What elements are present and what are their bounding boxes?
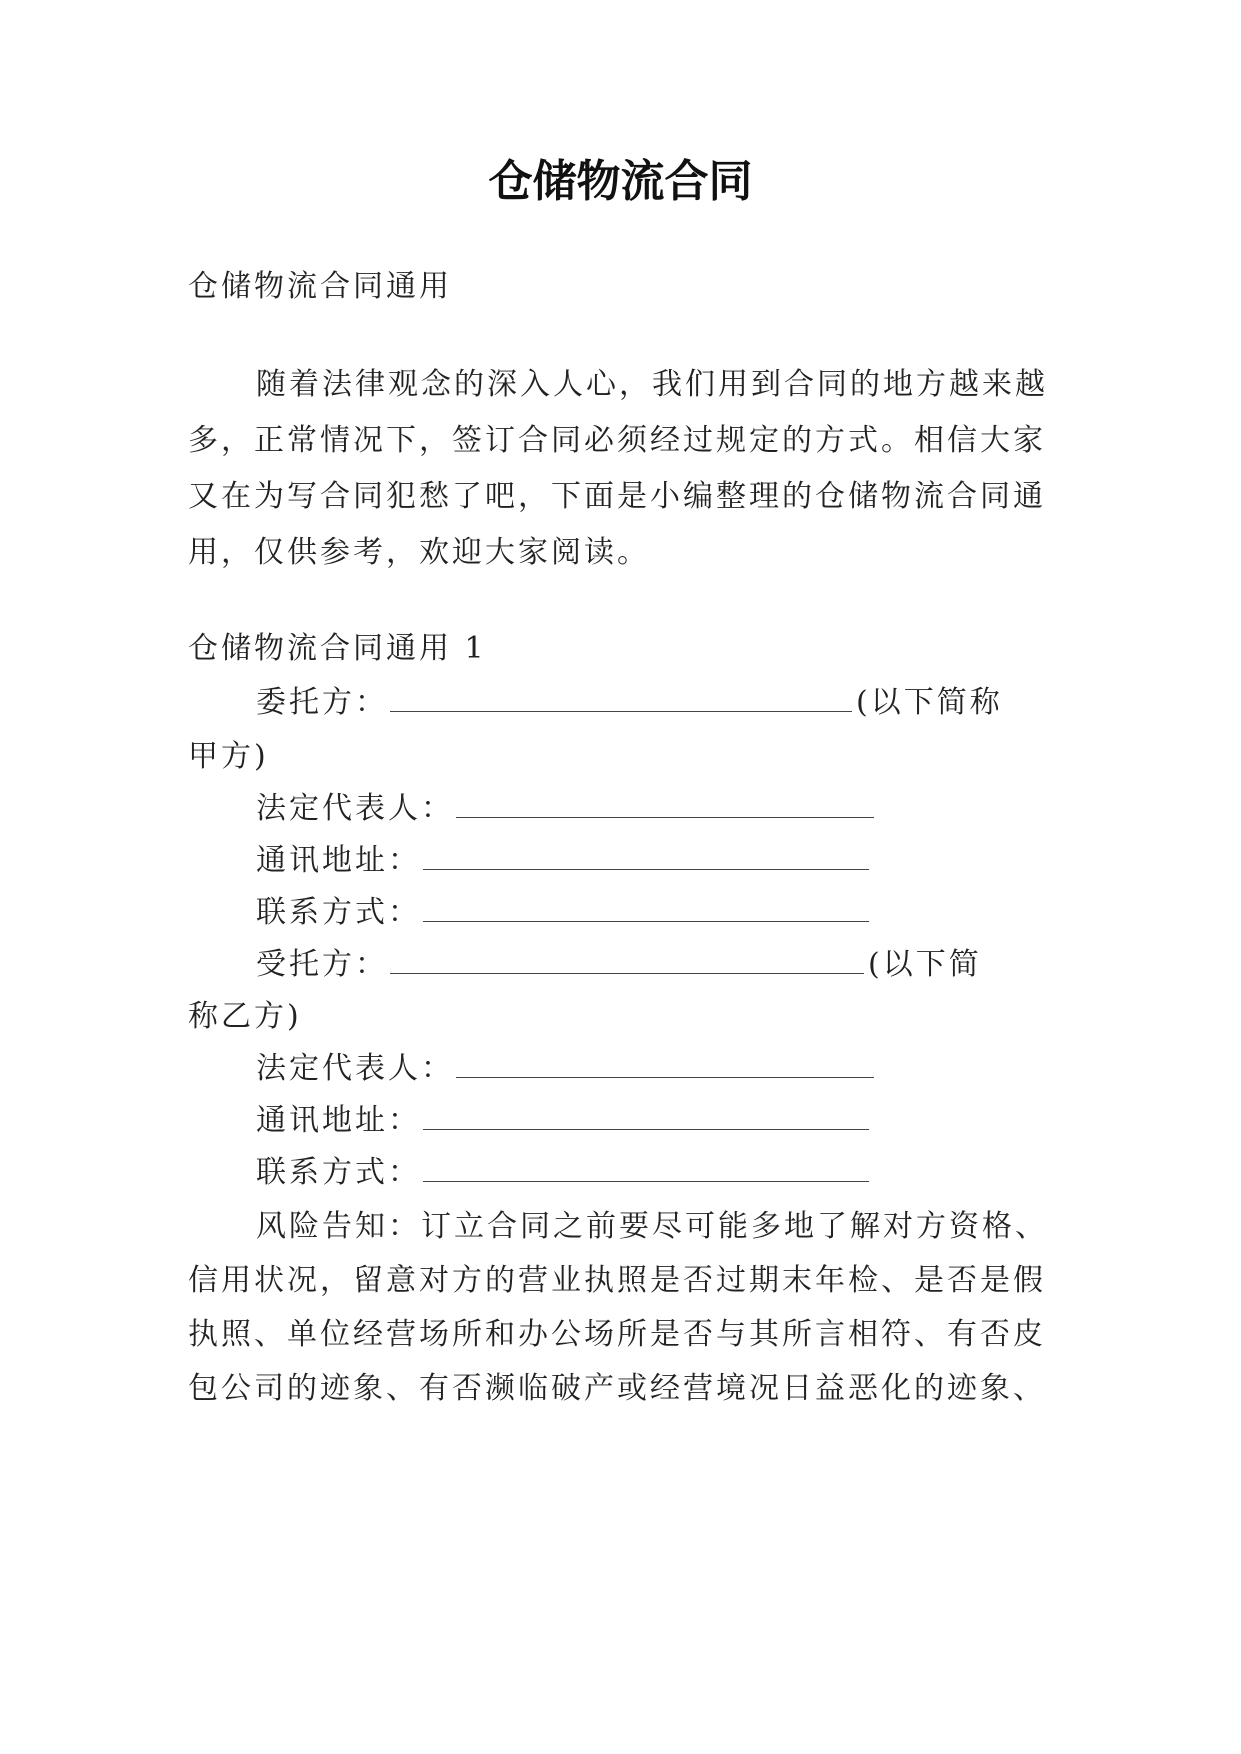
- client-suffix: (以下简称: [856, 685, 1003, 720]
- risk-notice-line: 风险告知：订立合同之前要尽可能多地了解对方资格、: [256, 1209, 1048, 1244]
- party-b-rep-field: [256, 1046, 878, 1092]
- trustee-suffix-continued: 称乙方): [188, 999, 302, 1034]
- party-b-contact-field: [256, 1150, 873, 1196]
- party-a-contact-blank[interactable]: [423, 895, 869, 922]
- risk-notice-line: 信用状况，留意对方的营业执照是否过期末年检、是否是假: [188, 1263, 1046, 1298]
- trustee-blank[interactable]: [390, 947, 864, 974]
- risk-notice-line: 包公司的迹象、有否濒临破产或经营境况日益恶化的迹象、: [188, 1371, 1046, 1406]
- party-b-rep-blank[interactable]: [456, 1051, 874, 1078]
- party-b-address-blank[interactable]: [423, 1103, 869, 1130]
- party-a-rep-blank[interactable]: [456, 791, 874, 818]
- intro-line: 用，仅供参考，欢迎大家阅读。: [188, 535, 650, 570]
- party-a-address-blank[interactable]: [423, 843, 869, 870]
- party-a-contact-label: 联系方式：: [256, 895, 421, 930]
- party-b-address-label: 通讯地址：: [256, 1103, 421, 1138]
- party-b-rep-label: 法定代表人：: [256, 1051, 454, 1086]
- party-a-rep-label: 法定代表人：: [256, 791, 454, 826]
- risk-notice-line: 执照、单位经营场所和办公场所是否与其所言相符、有否皮: [188, 1317, 1046, 1352]
- intro-line: 多，正常情况下，签订合同必须经过规定的方式。相信大家: [188, 423, 1046, 458]
- trustee-field: [256, 942, 982, 988]
- party-b-contact-blank[interactable]: [423, 1155, 869, 1182]
- party-a-rep-field: [256, 786, 878, 832]
- party-a-contact-field: [256, 890, 873, 936]
- client-blank[interactable]: [390, 685, 852, 712]
- party-a-address-field: [256, 838, 873, 884]
- client-label: 委托方：: [256, 685, 388, 720]
- section-heading: 仓储物流合同通用 1: [188, 631, 487, 666]
- trustee-suffix: (以下简: [868, 947, 982, 982]
- party-b-contact-label: 联系方式：: [256, 1155, 421, 1190]
- client-field: [256, 680, 1003, 726]
- client-suffix-continued: 甲方): [188, 739, 269, 774]
- trustee-label: 受托方：: [256, 947, 388, 982]
- party-b-address-field: [256, 1098, 873, 1144]
- intro-line: 随着法律观念的深入人心，我们用到合同的地方越来越: [256, 367, 1048, 402]
- party-a-address-label: 通讯地址：: [256, 843, 421, 878]
- intro-line: 又在为写合同犯愁了吧，下面是小编整理的仓储物流合同通: [188, 479, 1046, 514]
- document-subtitle: 仓储物流合同通用: [188, 269, 452, 304]
- document-title: 仓储物流合同: [488, 156, 753, 207]
